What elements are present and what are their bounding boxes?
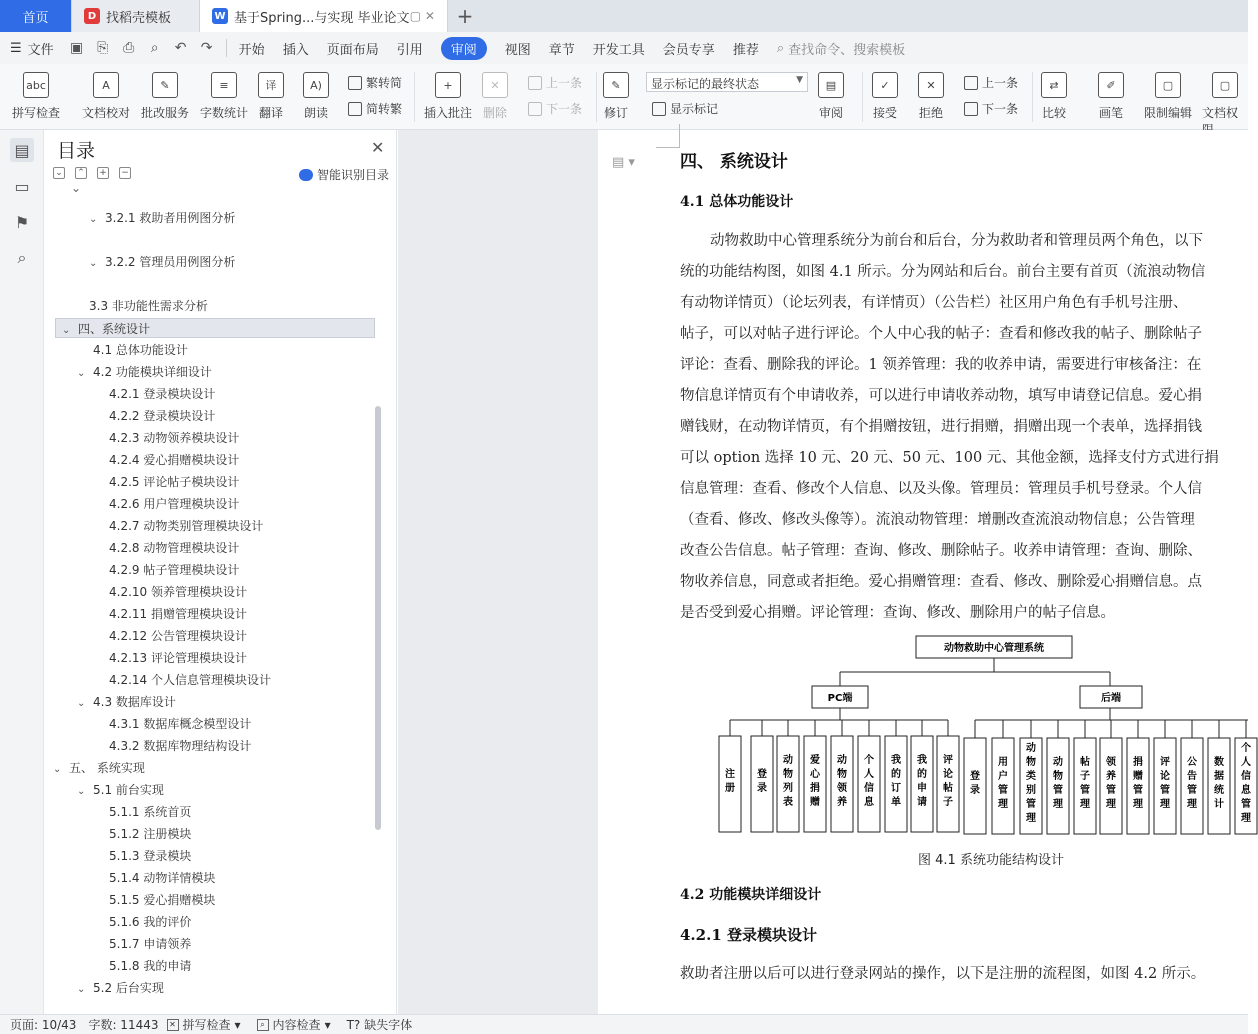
toc-item-label: 4.2.10 领养管理模块设计 xyxy=(109,585,247,599)
tab-bar xyxy=(0,0,1248,32)
restrict-edit-button[interactable] xyxy=(1144,72,1192,121)
compare-icon: ⇄ xyxy=(1041,72,1067,98)
menu-view[interactable]: 视图 xyxy=(504,42,531,58)
toc-item-label: 4.2 功能模块详细设计 xyxy=(93,365,212,379)
prev-comment-button[interactable] xyxy=(528,74,582,91)
toc-item-label: 4.2.5 评论帖子模块设计 xyxy=(109,475,240,489)
trad-simp-icon xyxy=(348,76,362,90)
toc-item[interactable] xyxy=(109,912,191,932)
smart-toc-icon xyxy=(299,169,313,181)
diagram-leaf-label: 个人信息 xyxy=(864,755,874,808)
close-icon[interactable]: ✕ xyxy=(371,138,385,157)
read-aloud-icon: A) xyxy=(303,72,329,98)
toc-item[interactable] xyxy=(109,934,191,954)
trad-to-simp-button[interactable] xyxy=(348,74,402,91)
toc-item[interactable] xyxy=(77,780,164,800)
toc-item-label: 4.2.11 捐赠管理模块设计 xyxy=(109,607,247,621)
word-count-icon: ≡ xyxy=(211,72,237,98)
toc-item-label: 4.2.3 动物领养模块设计 xyxy=(109,431,240,445)
diagram-leaf-label: 用户管理 xyxy=(998,757,1008,810)
markup-mode-value: 显示标记的最终状态 xyxy=(651,77,760,91)
status-content-label: 内容检查 xyxy=(272,1018,321,1032)
toc-item-label: 5.1.3 登录模块 xyxy=(109,849,192,863)
next-change-button[interactable] xyxy=(964,100,1018,117)
menu-layout[interactable]: 页面布局 xyxy=(326,42,379,58)
spell-check-icon: ✕ xyxy=(167,1019,179,1031)
bookmark-icon[interactable]: ⚑ xyxy=(14,212,30,232)
delete-comment-button[interactable] xyxy=(482,72,508,121)
tab-document[interactable] xyxy=(200,0,448,32)
smart-toc-label: 智能识别目录 xyxy=(317,168,390,182)
reject-icon: ✕ xyxy=(918,72,944,98)
toc-item-label: 5.1.4 动物详情模块 xyxy=(109,871,216,885)
toc-item[interactable] xyxy=(109,846,191,866)
chevron-down-icon[interactable]: ⌄ xyxy=(89,214,98,225)
font-icon: T? xyxy=(346,1017,361,1032)
restrict-edit-icon: ▢ xyxy=(1155,72,1181,98)
content-check-icon: ⌕ xyxy=(257,1019,269,1031)
nav-icon-strip xyxy=(0,130,44,1014)
toc-item[interactable] xyxy=(77,362,212,382)
print-icon[interactable]: ⎙ xyxy=(123,40,135,56)
heading-section: 4.1 总体功能设计 xyxy=(680,194,794,210)
body-line: 动物救助中心管理系统分为前台和后台，分为救助者和管理员两个角色，以下 xyxy=(710,233,1203,249)
toc-item-label: 3.2.2 管理员用例图分析 xyxy=(105,255,236,269)
toc-item[interactable] xyxy=(109,626,247,646)
diagram-leaf-label: 帖子管理 xyxy=(1080,757,1090,810)
status-bar xyxy=(0,1014,1248,1034)
chevron-down-icon[interactable]: ⌄ xyxy=(77,698,86,709)
diagram-right-label: 后端 xyxy=(1101,693,1121,704)
print-preview-icon[interactable]: ⌕ xyxy=(150,40,159,56)
toc-item[interactable] xyxy=(109,516,263,536)
diagram-root-label: 动物救助中心管理系统 xyxy=(944,643,1044,654)
trad-to-simp-label: 繁转简 xyxy=(366,76,403,90)
diagram-leaf-label: 个人信息管理 xyxy=(1241,743,1251,824)
body-line: 物收养信息，同意或者拒绝。爱心捐赠管理：查看、修改、删除爱心捐赠信息。点 xyxy=(680,574,1202,590)
smart-toc-button[interactable] xyxy=(299,166,389,183)
diagram-leaf-label: 捐赠管理 xyxy=(1133,757,1143,810)
command-search-label: 查找命令、搜索模板 xyxy=(788,42,906,58)
tab-template[interactable] xyxy=(72,0,200,32)
wps-writer-icon: W xyxy=(212,8,228,24)
search-icon[interactable]: ⌕ xyxy=(17,248,27,267)
save-icon[interactable]: ▣ xyxy=(70,40,84,56)
remove-level-icon[interactable]: − xyxy=(119,167,131,179)
translate-button[interactable] xyxy=(258,72,284,121)
simp-to-trad-label: 简转繁 xyxy=(366,102,403,116)
next-comment-button[interactable] xyxy=(528,100,582,117)
show-markup-label: 显示标记 xyxy=(670,102,719,116)
toc-item[interactable] xyxy=(109,582,247,602)
reject-button[interactable] xyxy=(918,72,944,121)
menu-chapter[interactable]: 章节 xyxy=(548,42,575,58)
word-count-label: 字数统计 xyxy=(200,106,249,120)
collapse-icon[interactable]: ⌄ xyxy=(53,167,65,179)
menu-references[interactable]: 引用 xyxy=(396,42,423,58)
tab-template-label: 找稻壳模板 xyxy=(106,10,172,26)
body-line: （查看、修改、修改头像等）。流浪动物管理：增删改查流浪动物信息；公告管理 xyxy=(680,512,1195,528)
status-spell-label: 拼写检查 xyxy=(182,1018,231,1032)
toc-item[interactable] xyxy=(89,208,235,228)
toc-item[interactable] xyxy=(109,604,247,624)
track-changes-button[interactable] xyxy=(603,72,629,121)
track-changes-label: 修订 xyxy=(603,106,628,120)
ribbon-separator xyxy=(596,72,597,122)
tab-close-icon[interactable]: ▢ ✕ xyxy=(409,9,435,23)
toc-item[interactable] xyxy=(53,758,145,778)
next-comment-icon xyxy=(528,102,542,116)
diagram-leaf-label: 评论帖子 xyxy=(943,755,953,808)
menu-review[interactable]: 审阅 xyxy=(441,37,487,60)
word-count[interactable]: 字数: 11443 xyxy=(88,1018,159,1032)
toc-item-label: 4.3 数据库设计 xyxy=(93,695,176,709)
menu-insert[interactable]: 插入 xyxy=(282,42,309,58)
reject-label: 拒绝 xyxy=(918,106,943,120)
page-corner-mark xyxy=(679,124,680,148)
toc-item-label: 5.1.1 系统首页 xyxy=(109,805,192,819)
insert-comment-button[interactable] xyxy=(424,72,472,121)
prev-comment-label: 上一条 xyxy=(546,76,583,90)
spell-check-button[interactable] xyxy=(12,72,60,121)
toc-item-label: 4.2.6 用户管理模块设计 xyxy=(109,497,240,511)
diagram-leaf-label: 动物类别管理 xyxy=(1026,743,1036,824)
toc-item[interactable] xyxy=(109,714,251,734)
redo-icon[interactable]: ↷ xyxy=(200,40,213,56)
toc-item[interactable] xyxy=(109,956,191,976)
read-aloud-button[interactable] xyxy=(303,72,329,121)
toc-item-label: 4.2.1 登录模块设计 xyxy=(109,387,216,401)
function-structure-figure xyxy=(700,630,1251,840)
translate-icon: 译 xyxy=(258,72,284,98)
toc-item[interactable] xyxy=(109,494,239,514)
simp-trad-icon xyxy=(348,102,362,116)
toc-item[interactable] xyxy=(109,538,239,558)
file-menu-label: 文件 xyxy=(27,42,54,58)
show-markup-button[interactable] xyxy=(652,100,718,117)
toc-list xyxy=(45,181,375,1008)
toc-item-label: 4.3.2 数据库物理结构设计 xyxy=(109,739,252,753)
next-comment-label: 下一条 xyxy=(546,102,583,116)
pen-label: 画笔 xyxy=(1098,106,1123,120)
toc-item[interactable] xyxy=(109,384,215,404)
accept-label: 接受 xyxy=(872,106,897,120)
heading-section: 4.2 功能模块详细设计 xyxy=(680,887,822,903)
diagram-leaf-label: 爱心捐赠 xyxy=(810,755,820,808)
toc-item[interactable] xyxy=(109,406,215,426)
export-icon[interactable]: ⎘ xyxy=(97,40,109,56)
toc-item[interactable] xyxy=(109,868,215,888)
review-pane-icon: ▤ xyxy=(818,72,844,98)
toc-item-label: 4.1 总体功能设计 xyxy=(93,343,188,357)
track-changes-icon: ✎ xyxy=(603,72,629,98)
next-change-icon xyxy=(964,102,978,116)
chapter-nav-icon[interactable]: ▭ xyxy=(14,176,30,196)
tab-home[interactable] xyxy=(0,0,72,32)
pen-icon: ✐ xyxy=(1098,72,1124,98)
toc-item[interactable] xyxy=(109,824,191,844)
toc-item-label: 5.1 前台实现 xyxy=(93,783,164,797)
toc-item[interactable] xyxy=(55,318,375,338)
review-pane-button[interactable] xyxy=(818,72,844,121)
simp-to-trad-button[interactable] xyxy=(348,100,402,117)
diagram-leaf-label: 领养管理 xyxy=(1106,757,1116,810)
proofread-icon: A xyxy=(93,72,119,98)
body-line: 赠钱财，在动物详情页，有个捐赠按钮，进行捐赠，捐赠出现一个表单，选择捐钱 xyxy=(680,419,1202,435)
toc-panel-icon[interactable]: ▤ xyxy=(10,138,34,162)
toc-title: 目录 xyxy=(57,140,96,162)
toc-item[interactable] xyxy=(109,472,239,492)
doc-permission-icon: ▢ xyxy=(1212,72,1238,98)
toc-item[interactable] xyxy=(89,296,208,316)
prev-change-icon xyxy=(964,76,978,90)
page-corner-mark xyxy=(656,147,680,148)
toc-item[interactable] xyxy=(89,252,235,272)
toc-item-label: 5.1.8 我的申请 xyxy=(109,959,192,973)
heading-chapter: 四、 系统设计 xyxy=(680,152,788,172)
command-search[interactable] xyxy=(777,39,905,58)
search-icon: ⌕ xyxy=(776,40,785,56)
toc-item-label: 5.1.7 申请领养 xyxy=(109,937,192,951)
review-ribbon xyxy=(0,64,1248,130)
document-outline-icon[interactable]: ▤ ▾ xyxy=(612,155,635,170)
docer-icon: D xyxy=(84,8,100,24)
status-content-check[interactable] xyxy=(257,1016,331,1033)
toc-item-label: 4.2.4 爱心捐赠模块设计 xyxy=(109,453,240,467)
diagram-leaf-label: 登录 xyxy=(970,771,980,796)
toc-item[interactable] xyxy=(109,736,251,756)
status-spell-check[interactable] xyxy=(167,1016,241,1033)
markup-mode-select[interactable] xyxy=(646,72,808,92)
diagram-left-label: PC端 xyxy=(827,693,853,704)
body-line: 评论：查看、删除我的评论。1 领养管理：我的收养申请，需要进行审核备注：在 xyxy=(680,357,1202,373)
toc-item-label: 4.2.14 个人信息管理模块设计 xyxy=(109,673,271,687)
toc-item-label: 4.2.2 登录模块设计 xyxy=(109,409,216,423)
tab-home-label: 首页 xyxy=(22,10,49,26)
body-line: 可以 option 选择 10 元、20 元、50 元、100 元、其他金额，选择支付方式进行捐 xyxy=(680,450,1219,466)
ribbon-separator xyxy=(862,72,863,122)
menu-recommend[interactable]: 推荐 xyxy=(732,42,759,58)
chevron-down-icon[interactable]: ⌄ xyxy=(77,786,86,797)
diagram-leaf-label: 登录 xyxy=(757,769,767,794)
accept-button[interactable] xyxy=(872,72,898,121)
toc-item-label: 5.1.2 注册模块 xyxy=(109,827,192,841)
body-line: 统的功能结构图，如图 4.1 所示。分为网站和后台。前台主要有首页（流浪动物信 xyxy=(680,264,1206,280)
toc-item-label: 4.3.1 数据库概念模型设计 xyxy=(109,717,252,731)
compare-button[interactable] xyxy=(1041,72,1067,121)
hamburger-icon: ☰ xyxy=(10,40,22,56)
prev-change-button[interactable] xyxy=(964,74,1018,91)
proofread-button[interactable] xyxy=(82,72,130,121)
accept-icon: ✓ xyxy=(872,72,898,98)
body-line: 救助者注册以后可以进行登录网站的操作，以下是注册的流程图，如图 4.2 所示。 xyxy=(680,966,1206,982)
menu-member[interactable]: 会员专享 xyxy=(662,42,715,58)
chevron-down-icon[interactable]: ⌄ xyxy=(62,325,71,336)
prev-change-label: 上一条 xyxy=(982,76,1019,90)
doc-permission-label: 文档权 xyxy=(1202,106,1239,120)
toc-item-label: 5.1.5 爱心捐赠模块 xyxy=(109,893,216,907)
toc-item[interactable] xyxy=(93,340,188,360)
menu-home[interactable]: 开始 xyxy=(238,42,265,58)
toc-item-clipped[interactable]: ⌄ xyxy=(71,181,82,195)
expand-icon[interactable]: ⌃ xyxy=(75,167,87,179)
read-aloud-label: 朗读 xyxy=(303,106,328,120)
restrict-edit-label: 限制编辑 xyxy=(1144,106,1193,120)
proofread-label: 文档校对 xyxy=(82,106,131,120)
diagram-leaf-label: 公告管理 xyxy=(1187,757,1197,810)
toc-item-label: 4.2.13 评论管理模块设计 xyxy=(109,651,247,665)
new-tab-button[interactable]: + xyxy=(456,4,474,28)
body-line: 信息管理：查看、修改个人信息、以及头像。管理员：管理员手机号登录。个人信 xyxy=(680,481,1202,497)
diagram-leaf-label: 我的订单 xyxy=(891,755,901,808)
pen-button[interactable] xyxy=(1098,72,1124,121)
toc-item-label: 4.2.8 动物管理模块设计 xyxy=(109,541,240,555)
menu-bar xyxy=(0,32,1248,64)
chevron-down-icon: ▾ xyxy=(324,1017,331,1032)
toc-item-label: 四、系统设计 xyxy=(78,322,151,336)
diagram-leaf-label: 动物管理 xyxy=(1053,757,1063,810)
body-line: 有动物详情页）（论坛列表，有详情页）（公告栏）社区用户角色有手机号注册、 xyxy=(680,295,1188,311)
toc-item-label: 4.2.9 帖子管理模块设计 xyxy=(109,563,240,577)
status-missing-font[interactable] xyxy=(347,1016,413,1033)
tab-document-label: 基于Spring...与实现 毕业论文 xyxy=(234,10,410,26)
heading-subsection: 4.2.1 登录模块设计 xyxy=(680,926,817,944)
toc-item[interactable] xyxy=(109,802,191,822)
review-pane-label: 审阅 xyxy=(818,106,843,120)
word-count-button[interactable] xyxy=(200,72,248,121)
annotate-service-icon: ✎ xyxy=(152,72,178,98)
diagram-leaf-label: 动物领养 xyxy=(837,755,847,808)
figure-caption: 图 4.1 系统功能结构设计 xyxy=(918,853,1064,868)
undo-icon[interactable]: ↶ xyxy=(174,40,187,56)
toc-item-label: 4.2.7 动物类别管理模块设计 xyxy=(109,519,264,533)
toc-scrollbar[interactable] xyxy=(375,406,381,830)
toc-item[interactable] xyxy=(77,978,164,998)
ribbon-separator xyxy=(1032,72,1033,122)
toc-item[interactable] xyxy=(109,428,239,448)
body-line: 物信息详情页有个申请收养，可以进行申请收养动物，填写申请登记信息。爱心捐 xyxy=(680,388,1202,404)
function-structure-diagram xyxy=(700,630,1251,840)
toc-toolbar xyxy=(53,167,131,179)
toc-item[interactable] xyxy=(109,890,215,910)
menu-devtools[interactable]: 开发工具 xyxy=(592,42,645,58)
insert-comment-label: 插入批注 xyxy=(424,106,473,120)
diagram-leaf-label: 数据统计 xyxy=(1214,757,1224,810)
chevron-down-icon[interactable]: ⌄ xyxy=(77,368,86,379)
status-font-label: 缺失字体 xyxy=(364,1018,413,1032)
diagram-leaf-label: 动物列表 xyxy=(783,755,793,808)
toc-item-label: 3.3 非功能性需求分析 xyxy=(89,299,208,313)
prev-comment-icon xyxy=(528,76,542,90)
file-menu[interactable] xyxy=(10,39,54,58)
spell-check-icon: abc xyxy=(23,72,49,98)
insert-comment-icon: + xyxy=(435,72,461,98)
toc-item-label: 3.2.1 救助者用例图分析 xyxy=(105,211,236,225)
annotate-service-button[interactable] xyxy=(141,72,189,121)
translate-label: 翻译 xyxy=(258,106,283,120)
chevron-down-icon[interactable]: ⌄ xyxy=(77,984,86,995)
toc-item[interactable] xyxy=(77,692,176,712)
next-change-label: 下一条 xyxy=(982,102,1019,116)
page-indicator[interactable]: 页面: 10/43 xyxy=(10,1018,77,1032)
chevron-down-icon[interactable]: ⌄ xyxy=(89,258,98,269)
diagram-leaf-label: 注册 xyxy=(725,769,735,794)
toc-item-label: 5.2 后台实现 xyxy=(93,981,164,995)
toc-item[interactable] xyxy=(109,450,239,470)
menu-separator xyxy=(226,39,227,57)
chevron-down-icon: ▾ xyxy=(234,1017,241,1032)
annotate-service-label: 批改服务 xyxy=(141,106,190,120)
diagram-leaf-label: 评论管理 xyxy=(1160,757,1170,810)
chevron-down-icon[interactable]: ⌄ xyxy=(53,764,62,775)
add-level-icon[interactable]: + xyxy=(97,167,109,179)
ribbon-separator xyxy=(414,72,415,122)
body-line: 改查公告信息。帖子管理：查询、修改、删除帖子。收养申请管理：查询、删除、 xyxy=(680,543,1202,559)
toc-item-label: 五、 系统实现 xyxy=(69,761,145,775)
spell-check-label: 拼写检查 xyxy=(12,106,61,120)
body-line: 帖子，可以对帖子进行评论。个人中心我的帖子：查看和修改我的帖子、删除帖子 xyxy=(680,326,1202,342)
delete-comment-label: 删除 xyxy=(482,106,507,120)
chevron-down-icon: ▼ xyxy=(796,75,803,85)
show-markup-icon xyxy=(652,102,666,116)
diagram-leaf-label: 我的申请 xyxy=(917,755,927,808)
toc-panel xyxy=(45,130,397,1014)
toc-item[interactable] xyxy=(109,648,247,668)
compare-label: 比较 xyxy=(1041,106,1066,120)
toc-item-label: 5.1.6 我的评价 xyxy=(109,915,192,929)
body-line: 是否受到爱心捐赠。评论管理：查询、修改、删除用户的帖子信息。 xyxy=(680,605,1115,621)
toc-item[interactable] xyxy=(109,670,271,690)
toc-item[interactable] xyxy=(109,560,239,580)
toc-item-label: 4.2.12 公告管理模块设计 xyxy=(109,629,247,643)
delete-comment-icon: ✕ xyxy=(482,72,508,98)
doc-permission-button[interactable] xyxy=(1202,72,1248,138)
